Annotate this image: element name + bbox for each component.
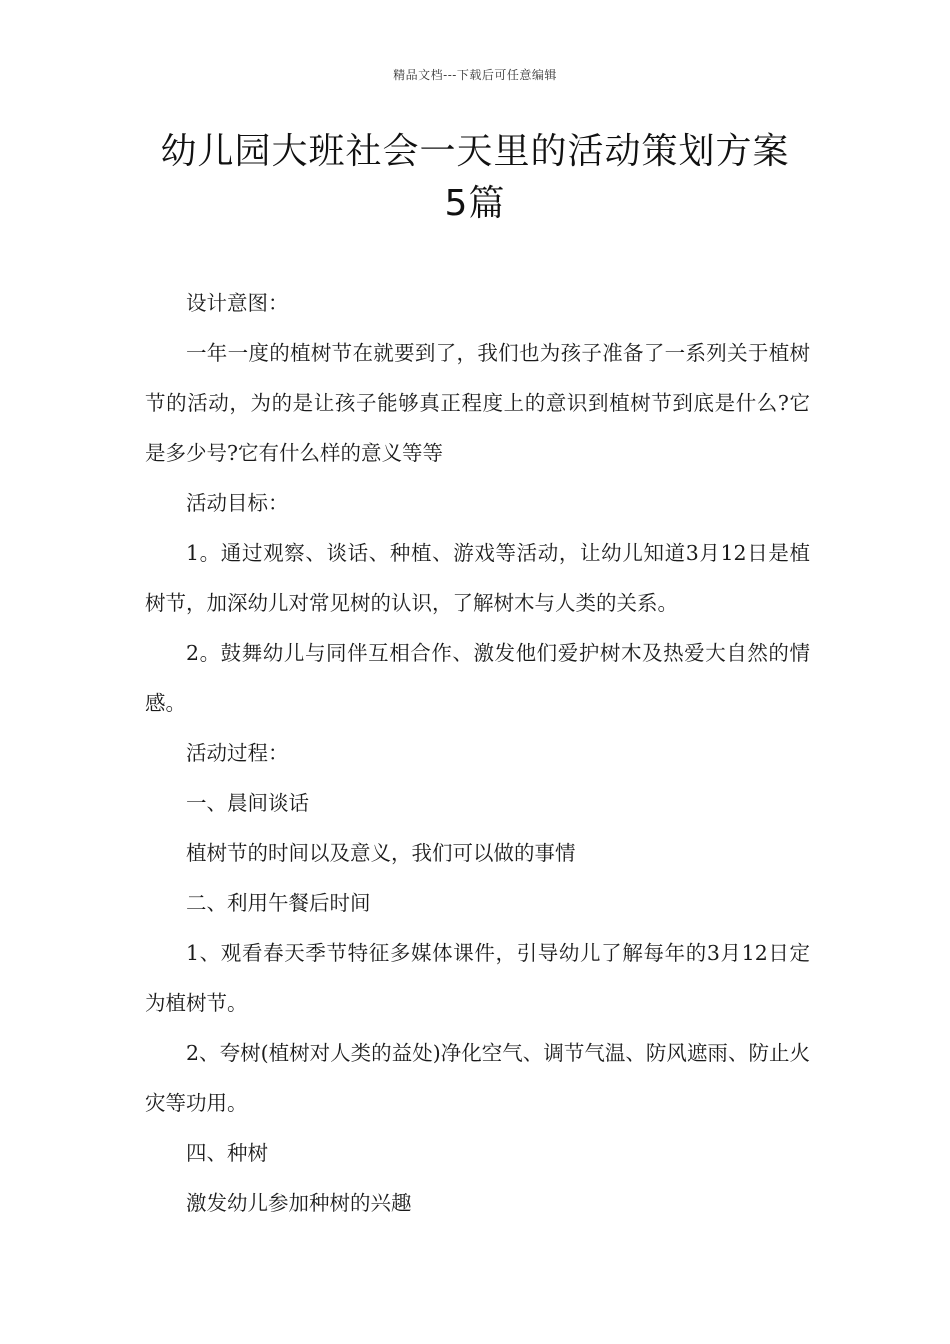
paragraph-design-intent: 一年一度的植树节在就要到了，我们也为孩子准备了一系列关于植树节的活动，为的是让孩子能够真正程度上的意识到植树节到底是什么?它是多少号?它有什么样的意义等等 [145,341,810,465]
paragraph-design-intent-heading: 设计意图： [186,291,289,315]
paragraph-step-1: 植树节的时间以及意义，我们可以做的事情 [186,841,576,865]
header-note: 精品文档---下载后可任意编辑 [393,68,557,82]
paragraph-goals-heading: 活动目标： [186,491,289,515]
paragraph-step-2-item-1: 1、观看春天季节特征多媒体课件，引导幼儿了解每年的3月12日定为植树节。 [145,941,810,1015]
paragraph-step-1-heading: 一、晨间谈话 [186,791,309,815]
paragraph-goal-1: 1。通过观察、谈话、种植、游戏等活动，让幼儿知道3月12日是植树节，加深幼儿对常见树的认识，了解树木与人类的关系。 [145,541,810,615]
paragraph-goal-2: 2。鼓舞幼儿与同伴互相合作、激发他们爱护树木及热爱大自然的情感。 [145,641,810,715]
paragraph-step-4: 激发幼儿参加种树的兴趣 [186,1191,412,1215]
title-line-2: 5篇 [444,183,506,224]
document-body [145,278,810,1228]
paragraph-step-2-item-2: 2、夸树(植树对人类的益处)净化空气、调节气温、防风遮雨、防止火灾等功用。 [145,1041,810,1115]
paragraph-process-heading: 活动过程： [186,741,289,765]
paragraph-step-2-heading: 二、利用午餐后时间 [186,891,371,915]
document-title [120,126,830,230]
paragraph-step-4-heading: 四、种树 [186,1141,268,1165]
title-line-1: 幼儿园大班社会一天里的活动策划方案 [160,131,790,172]
